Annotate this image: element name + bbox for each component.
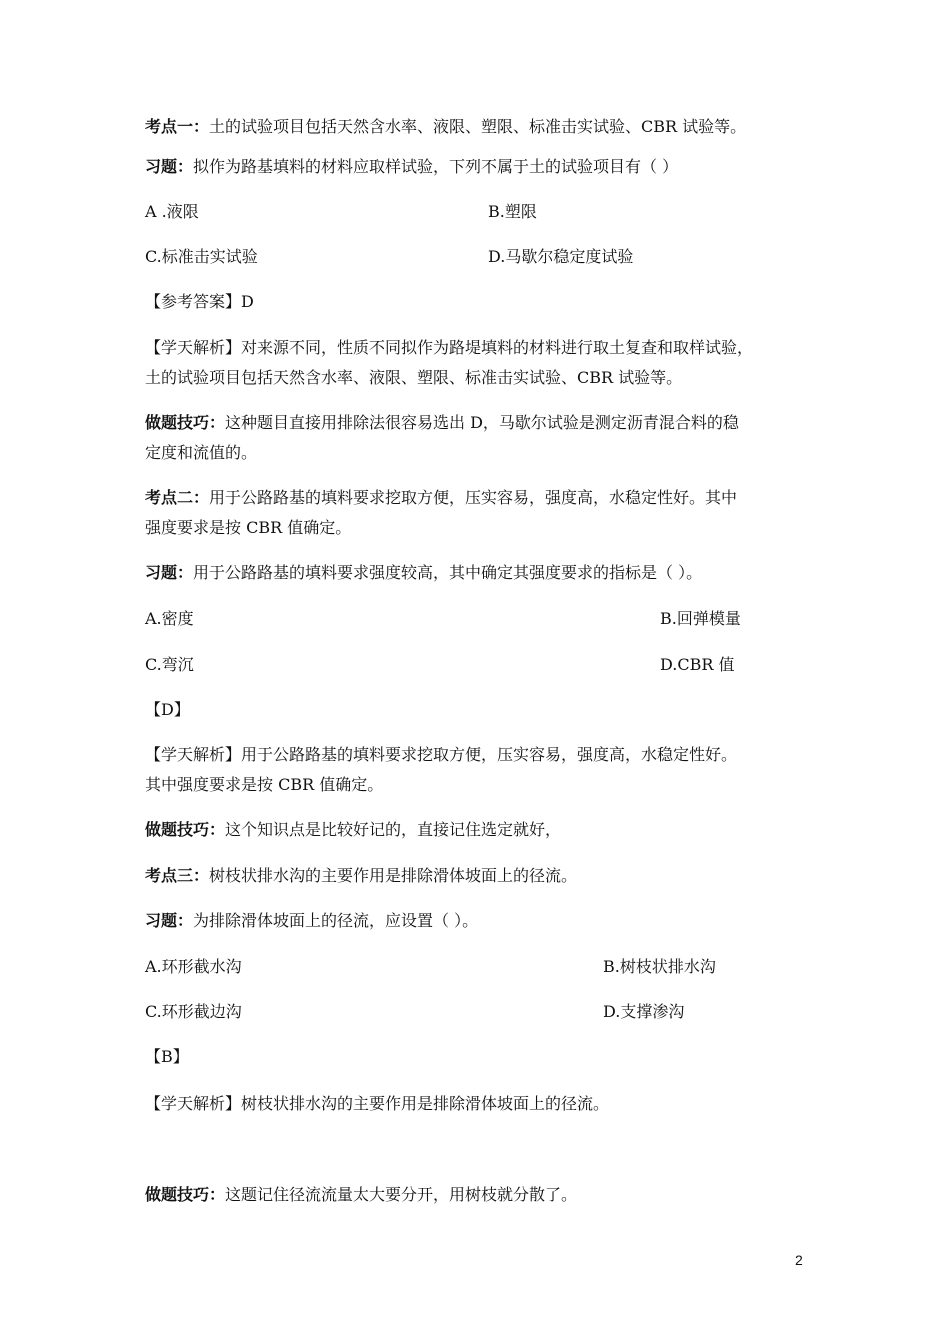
- q2-option-d: D.CBR 值: [660, 655, 735, 674]
- q1-answer: 【参考答案】D: [145, 292, 254, 311]
- exercise-2: 习题：用于公路路基的填料要求强度较高，其中确定其强度要求的指标是（ ）。: [145, 563, 703, 582]
- q1-analysis-line-2: 土的试验项目包括天然含水率、液限、塑限、标准击实试验、CBR 试验等。: [145, 368, 683, 387]
- keypoint-1: 考点一：土的试验项目包括天然含水率、液限、塑限、标准击实试验、CBR 试验等。: [145, 117, 747, 136]
- page-number: 2: [795, 1252, 803, 1268]
- q2-answer: 【D】: [145, 700, 190, 719]
- q1-tip-line-1: 做题技巧：这种题目直接用排除法很容易选出 D，马歇尔试验是测定沥青混合料的稳: [145, 413, 739, 432]
- q2-option-b: B.回弹模量: [660, 609, 741, 628]
- keypoint-3: 考点三：树枝状排水沟的主要作用是排除滑体坡面上的径流。: [145, 866, 578, 885]
- q1-option-d: D.马歇尔稳定度试验: [488, 247, 634, 266]
- keypoint-2-line-2: 强度要求是按 CBR 值确定。: [145, 518, 352, 537]
- q3-option-c: C.环形截边沟: [145, 1002, 242, 1021]
- exercise-3: 习题：为排除滑体坡面上的径流，应设置（ ）。: [145, 911, 479, 930]
- q1-option-b: B.塑限: [488, 202, 537, 221]
- q3-answer: 【B】: [145, 1047, 189, 1066]
- q2-tip: 做题技巧：这个知识点是比较好记的，直接记住选定就好，: [145, 820, 562, 839]
- q3-analysis: 【学天解析】树枝状排水沟的主要作用是排除滑体坡面上的径流。: [145, 1094, 610, 1113]
- exercise-1: 习题：拟作为路基填料的材料应取样试验，下列不属于土的试验项目有（ ）: [145, 157, 679, 176]
- q1-tip-line-2: 定度和流值的。: [145, 443, 258, 462]
- q2-analysis-line-2: 其中强度要求是按 CBR 值确定。: [145, 775, 384, 794]
- q3-tip: 做题技巧：这题记住径流流量太大要分开，用树枝就分散了。: [145, 1185, 578, 1204]
- q1-analysis-line-1: 【学天解析】对来源不同，性质不同拟作为路堤填料的材料进行取土复查和取样试验，: [145, 338, 754, 357]
- keypoint-2-line-1: 考点二：用于公路路基的填料要求挖取方便，压实容易，强度高，水稳定性好。其中: [145, 488, 738, 507]
- q1-option-c: C.标准击实试验: [145, 247, 258, 266]
- q3-option-b: B.树枝状排水沟: [603, 957, 716, 976]
- q2-option-c: C.弯沉: [145, 655, 194, 674]
- q2-option-a: A.密度: [145, 609, 194, 628]
- q1-option-a: A .液限: [145, 202, 199, 221]
- q3-option-a: A.环形截水沟: [145, 957, 242, 976]
- q3-option-d: D.支撑渗沟: [603, 1002, 685, 1021]
- q2-analysis-line-1: 【学天解析】用于公路路基的填料要求挖取方便，压实容易，强度高，水稳定性好。: [145, 745, 738, 764]
